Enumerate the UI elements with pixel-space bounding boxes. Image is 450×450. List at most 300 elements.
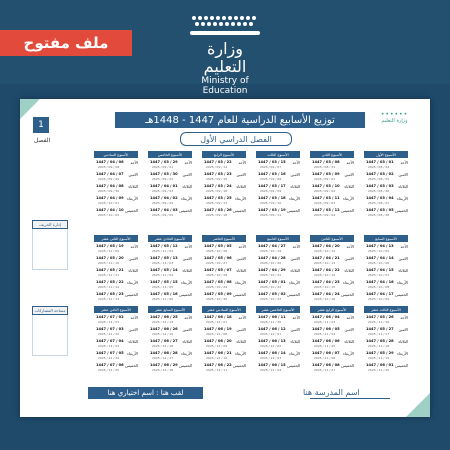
gregorian-date: 2025 / 09 / 02 xyxy=(314,189,336,193)
day-row xyxy=(310,325,354,337)
day-name: الأحد xyxy=(130,244,138,249)
hijri-date: 1447 / 06 / 18 xyxy=(204,315,232,319)
day-row xyxy=(364,206,408,218)
day-row xyxy=(310,290,354,302)
day-name: الثلاثاء xyxy=(344,339,354,344)
day-name: الأحد xyxy=(130,315,138,320)
day-row xyxy=(148,361,192,373)
week-card xyxy=(256,306,300,373)
day-row xyxy=(364,158,408,170)
day-name: الاثنين xyxy=(398,256,408,261)
day-row xyxy=(94,170,138,182)
hijri-date: 1447 / 05 / 12 xyxy=(150,244,178,248)
day-row xyxy=(310,170,354,182)
hijri-date: 1447 / 07 / 06 xyxy=(96,363,124,367)
gregorian-date: 2025 / 08 / 24 xyxy=(368,165,390,169)
day-name: الخميس xyxy=(233,292,246,297)
day-name: الأربعاء xyxy=(127,280,138,285)
day-name: الاثنين xyxy=(290,327,300,332)
hijri-date: 1447 / 03 / 02 xyxy=(366,172,394,176)
day-name: الأربعاء xyxy=(235,351,246,356)
day-row xyxy=(256,254,300,266)
gregorian-date: 2025 / 10 / 23 xyxy=(260,297,282,301)
logo-arabic-text: وزارة التعليم xyxy=(203,39,247,76)
day-name: الاثنين xyxy=(236,256,246,261)
participations-box xyxy=(32,306,68,356)
day-row xyxy=(310,182,354,194)
day-name: الخميس xyxy=(179,292,192,297)
day-name: الثلاثاء xyxy=(398,268,408,273)
day-name: الخميس xyxy=(125,292,138,297)
day-row xyxy=(202,337,246,349)
day-name: الخميس xyxy=(125,363,138,368)
day-name: الأحد xyxy=(400,315,408,320)
gregorian-date: 2025 / 10 / 27 xyxy=(206,261,228,265)
day-row xyxy=(94,313,138,325)
day-row xyxy=(94,325,138,337)
mini-logo-text: وزارة التعليم xyxy=(381,118,408,124)
hijri-date: 1447 / 04 / 06 xyxy=(96,160,124,164)
admin-box-title: إدارة الحريف xyxy=(32,220,68,229)
gregorian-date: 2025 / 09 / 03 xyxy=(314,201,336,205)
day-row xyxy=(202,182,246,194)
day-name: الأربعاء xyxy=(343,280,354,285)
gregorian-date: 2025 / 12 / 03 xyxy=(260,356,282,360)
gregorian-date: 2025 / 10 / 22 xyxy=(260,285,282,289)
gregorian-date: 2025 / 12 / 21 xyxy=(98,320,120,324)
day-name: الأحد xyxy=(346,315,354,320)
week-card xyxy=(310,151,354,218)
hijri-date: 1447 / 04 / 20 xyxy=(312,244,340,248)
gregorian-date: 2025 / 10 / 06 xyxy=(368,261,390,265)
day-row xyxy=(202,290,246,302)
day-name: الأربعاء xyxy=(289,351,300,356)
day-row xyxy=(94,290,138,302)
day-row xyxy=(148,349,192,361)
day-name: الأربعاء xyxy=(289,280,300,285)
week-title: الأسبوع الثاني xyxy=(310,151,354,158)
day-name: الخميس xyxy=(233,363,246,368)
hijri-date: 1447 / 04 / 02 xyxy=(150,196,178,200)
day-row xyxy=(202,349,246,361)
day-name: الأحد xyxy=(292,160,300,165)
day-row xyxy=(364,313,408,325)
gregorian-date: 2025 / 10 / 02 xyxy=(98,213,120,217)
gregorian-date: 2025 / 12 / 14 xyxy=(152,320,174,324)
gregorian-date: 2025 / 11 / 18 xyxy=(368,344,390,348)
hijri-date: 1447 / 03 / 10 xyxy=(312,184,340,188)
hijri-date: 1447 / 05 / 23 xyxy=(96,292,124,296)
hijri-date: 1447 / 03 / 11 xyxy=(312,196,340,200)
day-row xyxy=(256,242,300,254)
hijri-date: 1447 / 05 / 29 xyxy=(366,351,394,355)
week-title: الأسبوع السادس عشر xyxy=(202,306,246,313)
hijri-date: 1447 / 03 / 08 xyxy=(312,160,340,164)
day-row xyxy=(94,206,138,218)
week-title: الأسبوع السابع xyxy=(364,235,408,242)
day-name: الأربعاء xyxy=(127,196,138,201)
hijri-date: 1447 / 06 / 01 xyxy=(366,363,394,367)
nickname-banner: لقب هنا : اسم اختياري هنا xyxy=(88,387,203,399)
hijri-date: 1447 / 05 / 09 xyxy=(204,292,232,296)
gregorian-date: 2025 / 09 / 10 xyxy=(260,201,282,205)
day-row xyxy=(202,206,246,218)
gregorian-date: 2025 / 10 / 12 xyxy=(314,249,336,253)
day-name: الخميس xyxy=(341,363,354,368)
hijri-date: 1447 / 06 / 28 xyxy=(150,351,178,355)
hijri-date: 1447 / 03 / 16 xyxy=(258,172,286,176)
week-card xyxy=(364,306,408,373)
day-row xyxy=(94,266,138,278)
hijri-date: 1447 / 05 / 26 xyxy=(366,315,394,319)
week-card xyxy=(256,235,300,302)
hijri-date: 1447 / 04 / 07 xyxy=(96,172,124,176)
day-row xyxy=(148,266,192,278)
day-name: الأربعاء xyxy=(181,351,192,356)
day-name: الأربعاء xyxy=(397,351,408,356)
gregorian-date: 2025 / 10 / 26 xyxy=(206,249,228,253)
hijri-date: 1447 / 04 / 29 xyxy=(258,268,286,272)
day-name: الأربعاء xyxy=(127,351,138,356)
hijri-date: 1447 / 03 / 19 xyxy=(258,208,286,212)
gregorian-date: 2025 / 10 / 30 xyxy=(206,297,228,301)
week-card xyxy=(202,306,246,373)
week-title: الأسبوع العاشر xyxy=(202,235,246,242)
day-row xyxy=(94,194,138,206)
week-card xyxy=(148,151,192,218)
hijri-date: 1447 / 03 / 30 xyxy=(150,172,178,176)
day-row xyxy=(148,170,192,182)
day-row xyxy=(202,158,246,170)
day-row xyxy=(202,170,246,182)
hijri-date: 1447 / 07 / 04 xyxy=(96,339,124,343)
hijri-date: 1447 / 05 / 08 xyxy=(204,280,232,284)
day-name: الثلاثاء xyxy=(128,268,138,273)
day-row xyxy=(148,337,192,349)
day-name: الأربعاء xyxy=(397,280,408,285)
day-name: الثلاثاء xyxy=(128,339,138,344)
day-name: الخميس xyxy=(287,208,300,213)
day-row xyxy=(202,242,246,254)
gregorian-date: 2025 / 10 / 05 xyxy=(368,249,390,253)
gregorian-date: 2025 / 12 / 09 xyxy=(206,344,228,348)
gregorian-date: 2025 / 10 / 19 xyxy=(260,249,282,253)
week-title: الأسبوع الأول xyxy=(364,151,408,158)
gregorian-date: 2025 / 09 / 23 xyxy=(152,189,174,193)
hijri-date: 1447 / 06 / 11 xyxy=(258,315,286,319)
gregorian-date: 2025 / 11 / 09 xyxy=(98,249,120,253)
hijri-date: 1447 / 04 / 21 xyxy=(312,256,340,260)
week-title: الأسبوع السادس xyxy=(94,151,138,158)
participations-box-title: مساحة المشاركات xyxy=(32,306,68,315)
day-name: الاثنين xyxy=(398,327,408,332)
day-name: الخميس xyxy=(287,292,300,297)
gregorian-date: 2025 / 09 / 22 xyxy=(152,177,174,181)
day-name: الاثنين xyxy=(182,172,192,177)
day-row xyxy=(148,313,192,325)
hijri-date: 1447 / 05 / 01 xyxy=(258,280,286,284)
day-row xyxy=(310,349,354,361)
logo-dots-icon: •••••• xyxy=(380,111,409,118)
day-row xyxy=(364,266,408,278)
hijri-date: 1447 / 04 / 28 xyxy=(258,256,286,260)
week-card xyxy=(202,151,246,218)
hijri-date: 1447 / 06 / 22 xyxy=(204,363,232,367)
hijri-date: 1447 / 05 / 28 xyxy=(366,339,394,343)
hijri-date: 1447 / 07 / 05 xyxy=(96,351,124,355)
gregorian-date: 2025 / 12 / 08 xyxy=(206,332,228,336)
day-name: الأربعاء xyxy=(235,280,246,285)
day-name: الاثنين xyxy=(344,172,354,177)
day-name: الأحد xyxy=(346,160,354,165)
hijri-date: 1447 / 04 / 10 xyxy=(96,208,124,212)
gregorian-date: 2025 / 12 / 11 xyxy=(206,368,228,372)
admin-box xyxy=(32,220,68,270)
week-title: الأسبوع الثامن xyxy=(310,235,354,242)
day-row xyxy=(256,158,300,170)
hijri-date: 1447 / 05 / 21 xyxy=(96,268,124,272)
day-name: الثلاثاء xyxy=(290,268,300,273)
gregorian-date: 2025 / 11 / 23 xyxy=(314,320,336,324)
gregorian-date: 2025 / 09 / 16 xyxy=(206,189,228,193)
gregorian-date: 2025 / 10 / 29 xyxy=(206,285,228,289)
week-card xyxy=(94,235,138,302)
gregorian-date: 2025 / 10 / 20 xyxy=(260,261,282,265)
hijri-date: 1447 / 04 / 15 xyxy=(366,268,394,272)
gregorian-date: 2025 / 12 / 22 xyxy=(98,332,120,336)
gregorian-date: 2025 / 09 / 11 xyxy=(260,213,282,217)
day-name: الخميس xyxy=(395,292,408,297)
hijri-date: 1447 / 04 / 17 xyxy=(366,292,394,296)
hijri-date: 1447 / 05 / 19 xyxy=(96,244,124,248)
day-name: الاثنين xyxy=(128,172,138,177)
day-name: الاثنين xyxy=(344,327,354,332)
day-row xyxy=(364,194,408,206)
day-row xyxy=(364,337,408,349)
gregorian-date: 2025 / 11 / 27 xyxy=(314,368,336,372)
day-row xyxy=(256,194,300,206)
gregorian-date: 2025 / 08 / 25 xyxy=(368,177,390,181)
day-name: الاثنين xyxy=(236,172,246,177)
gregorian-date: 2025 / 10 / 09 xyxy=(368,297,390,301)
day-row xyxy=(148,182,192,194)
hijri-date: 1447 / 06 / 19 xyxy=(204,327,232,331)
week-title: الأسبوع الخامس xyxy=(148,151,192,158)
day-name: الثلاثاء xyxy=(128,184,138,189)
gregorian-date: 2025 / 08 / 27 xyxy=(368,201,390,205)
gregorian-date: 2025 / 11 / 06 xyxy=(152,297,174,301)
open-file-badge[interactable]: ملف مفتوح xyxy=(0,30,132,56)
gregorian-date: 2025 / 10 / 21 xyxy=(260,273,282,277)
day-row xyxy=(256,313,300,325)
gregorian-date: 2025 / 12 / 23 xyxy=(98,344,120,348)
day-row xyxy=(94,278,138,290)
gregorian-date: 2025 / 09 / 25 xyxy=(152,213,174,217)
hijri-date: 1447 / 06 / 15 xyxy=(258,363,286,367)
hijri-date: 1447 / 06 / 07 xyxy=(312,351,340,355)
gregorian-date: 2025 / 11 / 20 xyxy=(368,368,390,372)
day-name: الأربعاء xyxy=(181,280,192,285)
gregorian-date: 2025 / 12 / 07 xyxy=(206,320,228,324)
day-row xyxy=(256,206,300,218)
day-row xyxy=(148,254,192,266)
day-name: الأحد xyxy=(292,315,300,320)
hijri-date: 1447 / 05 / 15 xyxy=(150,280,178,284)
gregorian-date: 2025 / 12 / 16 xyxy=(152,344,174,348)
gregorian-date: 2025 / 11 / 04 xyxy=(152,273,174,277)
ministry-logo-icon xyxy=(188,10,262,40)
week-card xyxy=(256,151,300,218)
week-card xyxy=(364,151,408,218)
gregorian-date: 2025 / 09 / 29 xyxy=(98,177,120,181)
day-row xyxy=(256,182,300,194)
gregorian-date: 2025 / 10 / 14 xyxy=(314,273,336,277)
hijri-date: 1447 / 06 / 29 xyxy=(150,363,178,367)
gregorian-date: 2025 / 11 / 13 xyxy=(98,297,120,301)
gregorian-date: 2025 / 09 / 01 xyxy=(314,177,336,181)
document-title: توزيع الأسابيع الدراسية للعام 1447 - 1448هـ xyxy=(115,112,365,128)
gregorian-date: 2025 / 11 / 26 xyxy=(314,356,336,360)
week-title: الأسبوع الرابع عشر xyxy=(310,306,354,313)
day-row xyxy=(94,242,138,254)
day-name: الاثنين xyxy=(128,327,138,332)
day-name: الثلاثاء xyxy=(182,339,192,344)
gregorian-date: 2025 / 09 / 14 xyxy=(206,165,228,169)
ministry-logo xyxy=(185,10,265,96)
hijri-date: 1447 / 05 / 02 xyxy=(258,292,286,296)
hijri-date: 1447 / 04 / 08 xyxy=(96,184,124,188)
day-name: الاثنين xyxy=(236,327,246,332)
week-title: الأسبوع الرابع xyxy=(202,151,246,158)
hijri-date: 1447 / 06 / 12 xyxy=(258,327,286,331)
gregorian-date: 2025 / 11 / 17 xyxy=(368,332,390,336)
day-row xyxy=(256,278,300,290)
week-title: الأسبوع الحادي عشر xyxy=(148,235,192,242)
day-name: الاثنين xyxy=(182,256,192,261)
school-name: اسم المدرسة هنا xyxy=(303,388,360,397)
gregorian-date: 2025 / 12 / 24 xyxy=(98,356,120,360)
week-card xyxy=(364,235,408,302)
day-name: الخميس xyxy=(125,208,138,213)
day-row xyxy=(310,337,354,349)
hijri-date: 1447 / 03 / 29 xyxy=(150,160,178,164)
day-name: الأربعاء xyxy=(235,196,246,201)
school-name-underline xyxy=(310,398,390,399)
hijri-date: 1447 / 04 / 09 xyxy=(96,196,124,200)
day-row xyxy=(364,349,408,361)
day-row xyxy=(148,325,192,337)
day-row xyxy=(310,194,354,206)
day-row xyxy=(364,254,408,266)
day-name: الثلاثاء xyxy=(290,184,300,189)
gregorian-date: 2025 / 09 / 07 xyxy=(260,165,282,169)
day-row xyxy=(94,337,138,349)
hijri-date: 1447 / 04 / 22 xyxy=(312,268,340,272)
gregorian-date: 2025 / 10 / 01 xyxy=(98,201,120,205)
day-name: الثلاثاء xyxy=(344,268,354,273)
gregorian-date: 2025 / 08 / 31 xyxy=(314,165,336,169)
day-row xyxy=(364,242,408,254)
day-name: الخميس xyxy=(341,208,354,213)
hijri-date: 1447 / 06 / 20 xyxy=(204,339,232,343)
gregorian-date: 2025 / 12 / 18 xyxy=(152,368,174,372)
day-name: الثلاثاء xyxy=(398,339,408,344)
hijri-date: 1447 / 05 / 22 xyxy=(96,280,124,284)
hijri-date: 1447 / 06 / 14 xyxy=(258,351,286,355)
day-row xyxy=(148,194,192,206)
day-name: الثلاثاء xyxy=(182,268,192,273)
day-name: الاثنين xyxy=(128,256,138,261)
day-name: الأحد xyxy=(184,315,192,320)
week-card xyxy=(94,306,138,373)
day-name: الأحد xyxy=(292,244,300,249)
gregorian-date: 2025 / 08 / 28 xyxy=(368,213,390,217)
day-row xyxy=(310,313,354,325)
day-row xyxy=(148,158,192,170)
week-title: الأسبوع الثالث عشر xyxy=(364,306,408,313)
gregorian-date: 2025 / 09 / 08 xyxy=(260,177,282,181)
hijri-date: 1447 / 03 / 25 xyxy=(204,196,232,200)
gregorian-date: 2025 / 09 / 09 xyxy=(260,189,282,193)
day-name: الاثنين xyxy=(290,256,300,261)
week-title: الأسبوع السابع عشر xyxy=(148,306,192,313)
day-row xyxy=(310,361,354,373)
logo-english-text: Ministry of Education xyxy=(201,76,249,96)
day-row xyxy=(364,182,408,194)
gregorian-date: 2025 / 10 / 13 xyxy=(314,261,336,265)
day-name: الأحد xyxy=(238,160,246,165)
day-row xyxy=(94,182,138,194)
gregorian-date: 2025 / 09 / 24 xyxy=(152,201,174,205)
hijri-date: 1447 / 06 / 06 xyxy=(312,339,340,343)
day-name: الخميس xyxy=(233,208,246,213)
day-name: الأربعاء xyxy=(289,196,300,201)
gregorian-date: 2025 / 10 / 16 xyxy=(314,297,336,301)
hijri-date: 1447 / 06 / 13 xyxy=(258,339,286,343)
gregorian-date: 2025 / 12 / 17 xyxy=(152,356,174,360)
hijri-date: 1447 / 05 / 16 xyxy=(150,292,178,296)
gregorian-date: 2025 / 11 / 02 xyxy=(152,249,174,253)
day-name: الأحد xyxy=(238,315,246,320)
hijri-date: 1447 / 03 / 03 xyxy=(366,184,394,188)
day-name: الثلاثاء xyxy=(290,339,300,344)
hijri-date: 1447 / 04 / 27 xyxy=(258,244,286,248)
week-card xyxy=(148,306,192,373)
hijri-date: 1447 / 05 / 07 xyxy=(204,268,232,272)
day-row xyxy=(256,361,300,373)
day-row xyxy=(148,290,192,302)
day-row xyxy=(310,206,354,218)
gregorian-date: 2025 / 09 / 18 xyxy=(206,213,228,217)
day-row xyxy=(364,361,408,373)
day-row xyxy=(256,290,300,302)
week-card xyxy=(310,306,354,373)
semester-label: الفصل xyxy=(34,137,51,144)
hijri-date: 1447 / 04 / 24 xyxy=(312,292,340,296)
hijri-date: 1447 / 06 / 04 xyxy=(312,315,340,319)
hijri-date: 1447 / 03 / 15 xyxy=(258,160,286,164)
hijri-date: 1447 / 07 / 03 xyxy=(96,327,124,331)
hijri-date: 1447 / 06 / 21 xyxy=(204,351,232,355)
hijri-date: 1447 / 03 / 01 xyxy=(366,160,394,164)
hijri-date: 1447 / 06 / 26 xyxy=(150,327,178,331)
gregorian-date: 2025 / 11 / 19 xyxy=(368,356,390,360)
gregorian-date: 2025 / 11 / 05 xyxy=(152,285,174,289)
day-name: الاثنين xyxy=(344,256,354,261)
day-row xyxy=(148,206,192,218)
day-name: الثلاثاء xyxy=(182,184,192,189)
day-row xyxy=(202,313,246,325)
